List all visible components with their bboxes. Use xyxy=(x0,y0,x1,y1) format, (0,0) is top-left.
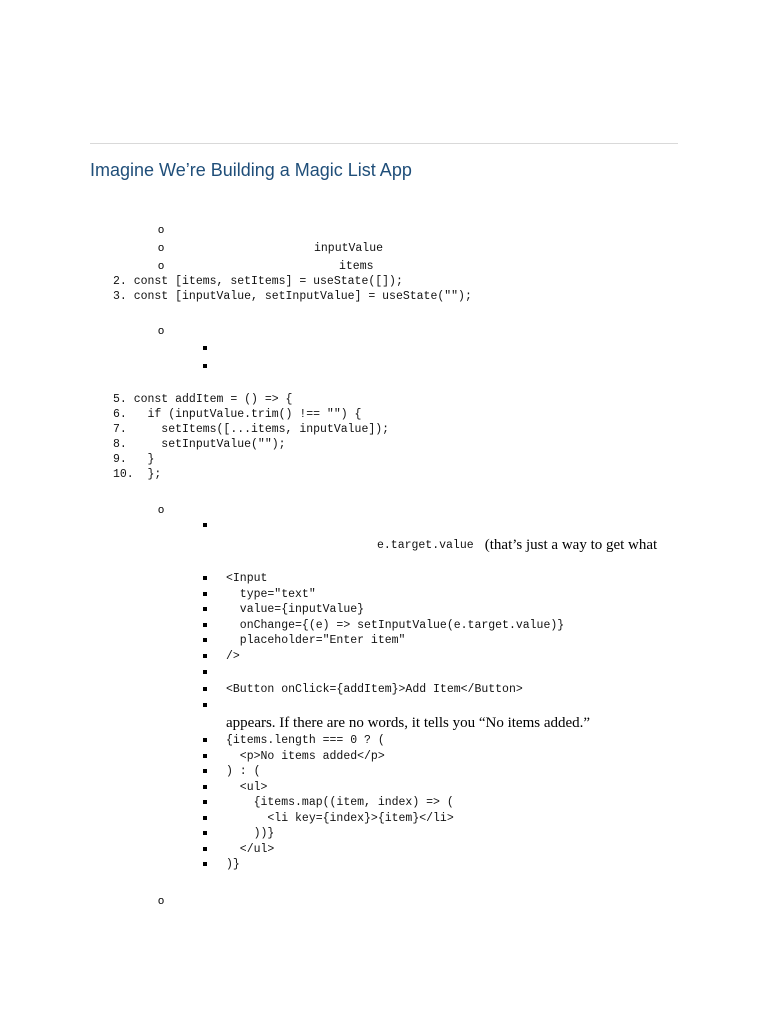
code-line: <Button onClick={addItem}>Add Item</Button> xyxy=(226,683,523,696)
code-line: <Input xyxy=(226,572,268,585)
circle-bullet-icon: o xyxy=(158,224,165,236)
square-bullet-icon xyxy=(203,592,207,596)
code-line: <p>No items added</p> xyxy=(226,750,385,763)
square-bullet-icon xyxy=(203,576,207,580)
code-line: )} xyxy=(226,858,240,871)
code-line: 8. setInputValue(""); xyxy=(113,438,286,451)
circle-bullet-icon: o xyxy=(158,325,165,337)
square-bullet-icon xyxy=(203,754,207,758)
code-line: 10. }; xyxy=(113,468,162,481)
circle-bullet-icon: o xyxy=(158,504,165,516)
page-title: Imagine We’re Building a Magic List App xyxy=(90,160,412,180)
square-bullet-icon xyxy=(203,523,207,527)
code-line: onChange={(e) => setInputValue(e.target.value)} xyxy=(226,619,565,632)
inline-code-target-value: e.target.value xyxy=(377,539,474,552)
square-bullet-icon xyxy=(203,687,207,691)
code-line: {items.length === 0 ? ( xyxy=(226,734,385,747)
circle-bullet-icon: o xyxy=(158,895,165,907)
inline-code-input-value: inputValue xyxy=(314,242,384,255)
code-line: 2. const [items, setItems] = useState([]); xyxy=(113,275,403,288)
horizontal-rule xyxy=(90,143,678,144)
square-bullet-icon xyxy=(203,346,207,350)
square-bullet-icon xyxy=(203,800,207,804)
code-line: type="text" xyxy=(226,588,316,601)
square-bullet-icon xyxy=(203,862,207,866)
square-bullet-icon xyxy=(203,638,207,642)
code-line: 7. setItems([...items, inputValue]); xyxy=(113,423,390,436)
code-line: 3. const [inputValue, setInputValue] = useState(""); xyxy=(113,290,472,303)
inline-code-items: items xyxy=(339,260,374,273)
square-bullet-icon xyxy=(203,738,207,742)
code-line: {items.map((item, index) => ( xyxy=(226,796,454,809)
code-line: 6. if (inputValue.trim() !== "") { xyxy=(113,408,362,421)
code-line: value={inputValue} xyxy=(226,603,365,616)
square-bullet-icon xyxy=(203,816,207,820)
square-bullet-icon xyxy=(203,769,207,773)
code-line: ))} xyxy=(226,827,275,840)
square-bullet-icon xyxy=(203,364,207,368)
square-bullet-icon xyxy=(203,623,207,627)
square-bullet-icon xyxy=(203,785,207,789)
circle-bullet-icon: o xyxy=(158,260,165,272)
square-bullet-icon xyxy=(203,831,207,835)
code-line: /> xyxy=(226,650,240,663)
explanation-text: (that’s just a way to get what xyxy=(481,537,658,553)
code-line: </ul> xyxy=(226,843,275,856)
code-line: placeholder="Enter item" xyxy=(226,634,406,647)
explanation-text: appears. If there are no words, it tells you “No items added.” xyxy=(226,715,591,731)
square-bullet-icon xyxy=(203,703,207,707)
circle-bullet-icon: o xyxy=(158,242,165,254)
code-line: <li key={index}>{item}</li> xyxy=(226,812,454,825)
square-bullet-icon xyxy=(203,847,207,851)
code-line: ) : ( xyxy=(226,765,261,778)
square-bullet-icon xyxy=(203,607,207,611)
code-line: 5. const addItem = () => { xyxy=(113,393,293,406)
code-line: 9. } xyxy=(113,453,155,466)
code-line: <ul> xyxy=(226,781,268,794)
square-bullet-icon xyxy=(203,654,207,658)
square-bullet-icon xyxy=(203,670,207,674)
